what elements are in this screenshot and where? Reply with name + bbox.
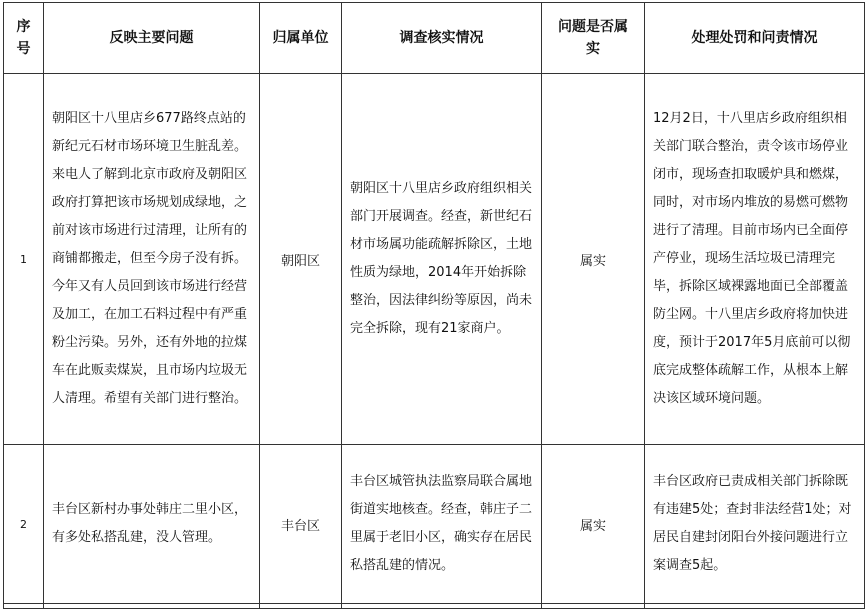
row-handling: 12月2日，十八里店乡政府组织相关部门联合整治，责令该市场停业闭市，现场查扣取暖炉具和燃煤，同时，对市场内堆放的易燃可燃物进行了清理。目前市场内已全面停产停业，现场生活垃圾已清理完毕，拆除区域裸露地面已全部覆盖防尘网。十八里店乡政府将加快进度，预计于2017年5月底前可以彻底完成整体疏解工作，从根本上解决该区域环境问题。: [645, 74, 865, 445]
table-row-partial: [4, 604, 865, 609]
row-seq: 1: [4, 74, 44, 445]
row-issue: 丰台区新村办事处韩庄二里小区，有多处私搭乱建，没人管理。: [44, 445, 260, 604]
row-investigation: 丰台区城管执法监察局联合属地街道实地核查。经查，韩庄子二里属于老旧小区，确实存在居民私搭乱建的情况。: [342, 445, 542, 604]
header-handling: 处理处罚和问责情况: [645, 3, 865, 74]
header-verified: 问题是否属实: [542, 3, 645, 74]
header-investigation: 调查核实情况: [342, 3, 542, 74]
header-unit: 归属单位: [260, 3, 342, 74]
table-row: [4, 74, 865, 445]
table-row: [4, 445, 865, 604]
row-unit: 朝阳区: [260, 74, 342, 445]
row-issue: 朝阳区十八里店乡677路终点站的新纪元石材市场环境卫生脏乱差。来电人了解到北京市政府及朝阳区政府打算把该市场规划成绿地，之前对该市场进行过清理，让所有的商铺都搬走，但至今房子没有拆。今年又有人员回到该市场进行经营及加工，在加工石料过程中有严重粉尘污染。另外，还有外地的拉煤车在此贩卖煤炭，且市场内垃圾无人清理。希望有关部门进行整治。: [44, 74, 260, 445]
row-handling: 丰台区政府已责成相关部门拆除既有违建5处；查封非法经营1处；对居民自建封闭阳台外接问题进行立案调查5起。: [645, 445, 865, 604]
header-row: [4, 3, 865, 74]
header-seq: 序号: [4, 3, 44, 74]
row-unit: 丰台区: [260, 445, 342, 604]
row-seq: 2: [4, 445, 44, 604]
row-investigation: 朝阳区十八里店乡政府组织相关部门开展调查。经查，新世纪石材市场属功能疏解拆除区，土地性质为绿地，2014年开始拆除整治，因法律纠纷等原因，尚未完全拆除，现有21家商户。: [342, 74, 542, 445]
row-verified: 属实: [542, 445, 645, 604]
complaint-table: [3, 2, 865, 609]
row-verified: 属实: [542, 74, 645, 445]
header-issue: 反映主要问题: [44, 3, 260, 74]
